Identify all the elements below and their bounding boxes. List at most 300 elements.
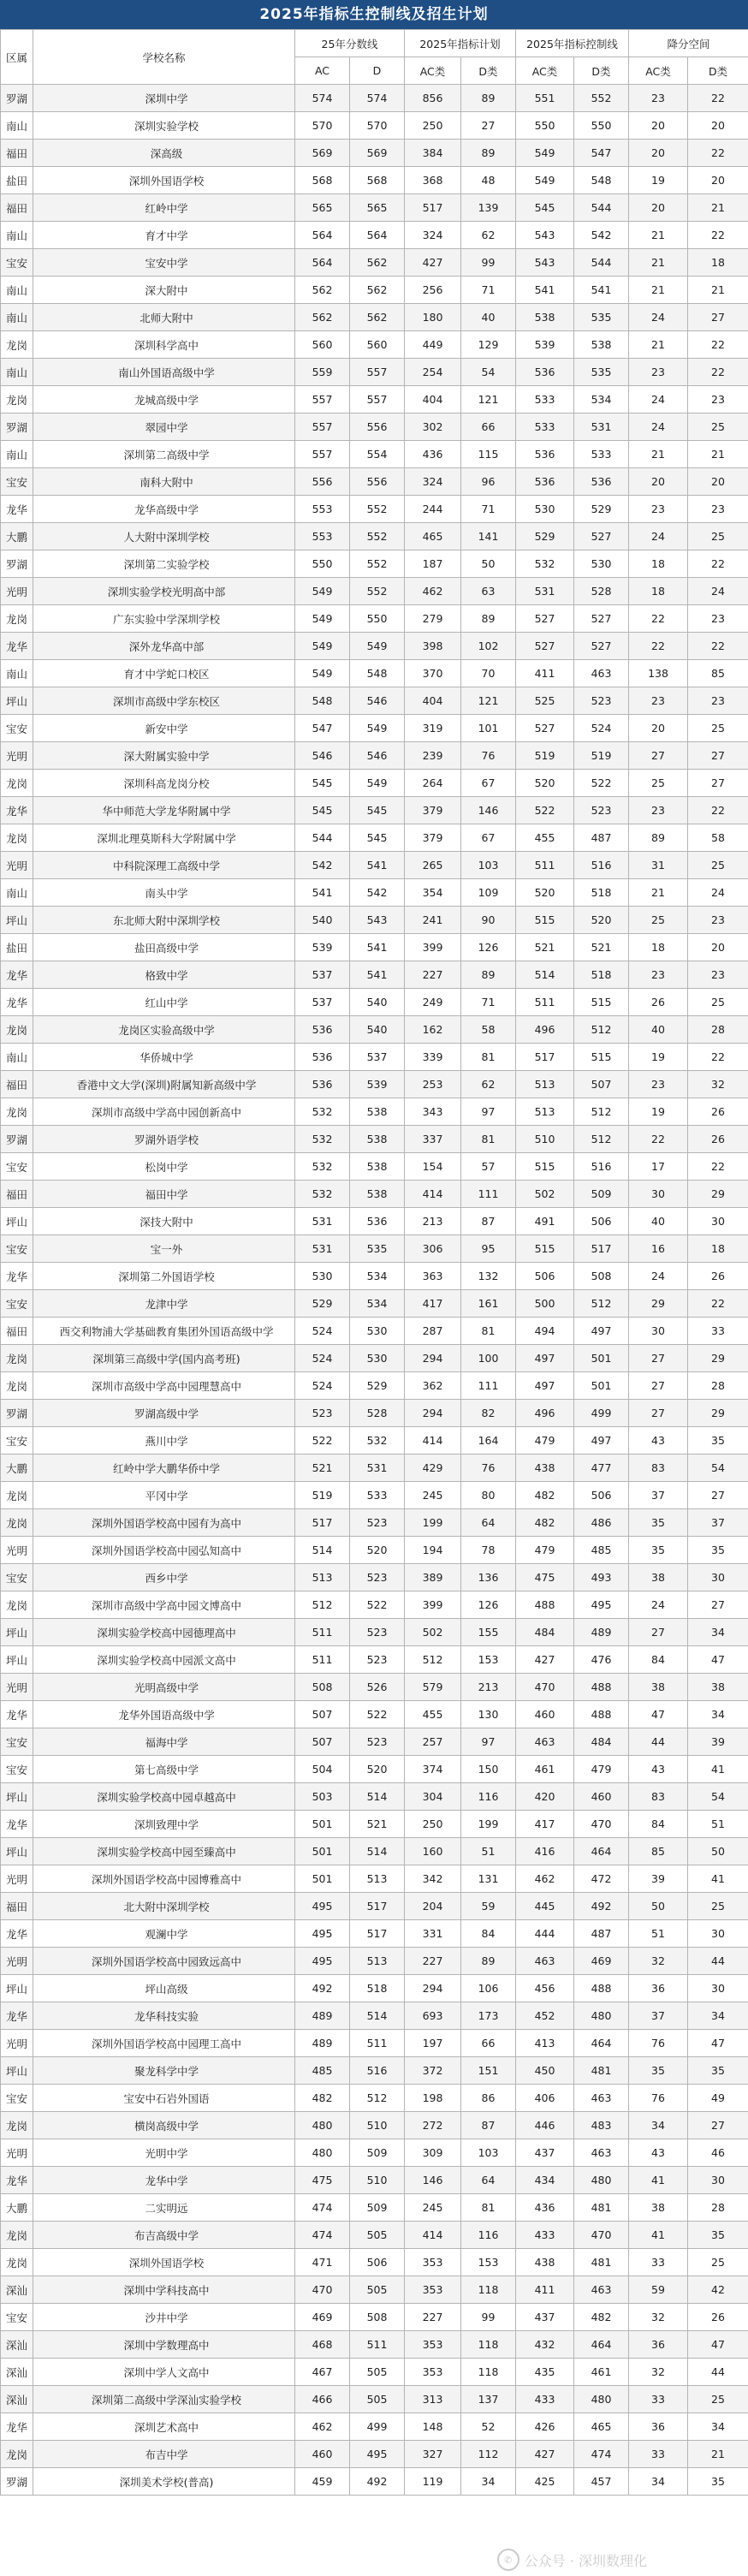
table-row <box>1 85 748 112</box>
cell-district: 盐田 <box>1 167 33 194</box>
cell-drop-ac: 24 <box>629 386 688 413</box>
table-row <box>1 523 748 550</box>
cell-plan-d: 67 <box>461 770 516 797</box>
cell-control-ac: 517 <box>516 1044 574 1071</box>
table-row <box>1 1728 748 1756</box>
cell-drop-d: 26 <box>688 2304 748 2331</box>
cell-score-ac: 471 <box>295 2249 350 2276</box>
cell-drop-d: 21 <box>688 2441 748 2468</box>
cell-score-ac: 536 <box>295 1044 350 1071</box>
cell-drop-d: 18 <box>688 249 748 277</box>
cell-district: 坪山 <box>1 1619 33 1646</box>
cell-drop-d: 27 <box>688 304 748 331</box>
cell-plan-ac: 249 <box>405 989 461 1016</box>
cell-plan-ac: 324 <box>405 222 461 249</box>
table-row <box>1 1893 748 1920</box>
cell-score-ac: 545 <box>295 797 350 824</box>
cell-control-ac: 527 <box>516 715 574 742</box>
cell-drop-d: 29 <box>688 1400 748 1427</box>
cell-drop-ac: 20 <box>629 194 688 222</box>
cell-drop-ac: 34 <box>629 2468 688 2496</box>
cell-school: 罗湖高级中学 <box>33 1400 295 1427</box>
cell-score-d: 550 <box>350 605 405 633</box>
cell-score-ac: 495 <box>295 1893 350 1920</box>
cell-control-d: 497 <box>574 1427 629 1455</box>
cell-score-ac: 524 <box>295 1345 350 1372</box>
cell-plan-ac: 462 <box>405 578 461 605</box>
table-row <box>1 550 748 578</box>
cell-drop-d: 22 <box>688 633 748 660</box>
cell-score-d: 514 <box>350 2002 405 2030</box>
cell-plan-ac: 187 <box>405 550 461 578</box>
table-row <box>1 2002 748 2030</box>
cell-control-d: 470 <box>574 2222 629 2249</box>
table-row <box>1 578 748 605</box>
header-drop-space: 降分空间 <box>629 30 748 57</box>
cell-drop-ac: 89 <box>629 824 688 852</box>
cell-drop-ac: 34 <box>629 2112 688 2139</box>
cell-score-ac: 511 <box>295 1646 350 1674</box>
cell-score-ac: 565 <box>295 194 350 222</box>
cell-district: 龙岗 <box>1 2249 33 2276</box>
cell-plan-d: 97 <box>461 1098 516 1126</box>
cell-score-ac: 564 <box>295 222 350 249</box>
cell-school: 育才中学 <box>33 222 295 249</box>
cell-control-ac: 484 <box>516 1619 574 1646</box>
cell-control-d: 492 <box>574 1893 629 1920</box>
cell-control-d: 527 <box>574 633 629 660</box>
cell-plan-ac: 244 <box>405 496 461 523</box>
table-row <box>1 1098 748 1126</box>
cell-plan-d: 71 <box>461 989 516 1016</box>
cell-school: 深圳科学高中 <box>33 331 295 359</box>
cell-plan-ac: 404 <box>405 687 461 715</box>
cell-drop-ac: 40 <box>629 1208 688 1235</box>
cell-score-d: 529 <box>350 1372 405 1400</box>
cell-school: 观澜中学 <box>33 1920 295 1948</box>
cell-plan-d: 139 <box>461 194 516 222</box>
cell-plan-ac: 414 <box>405 2222 461 2249</box>
cell-control-ac: 445 <box>516 1893 574 1920</box>
cell-control-ac: 436 <box>516 2194 574 2222</box>
cell-control-d: 497 <box>574 1318 629 1345</box>
cell-district: 龙岗 <box>1 2222 33 2249</box>
cell-drop-d: 23 <box>688 907 748 934</box>
cell-plan-ac: 302 <box>405 413 461 441</box>
cell-school: 光明中学 <box>33 2139 295 2167</box>
cell-control-ac: 475 <box>516 1564 574 1591</box>
cell-district: 南山 <box>1 879 33 907</box>
cell-school: 龙津中学 <box>33 1290 295 1318</box>
cell-school: 深圳第二实验学校 <box>33 550 295 578</box>
cell-plan-ac: 399 <box>405 934 461 961</box>
cell-control-d: 517 <box>574 1235 629 1263</box>
cell-plan-ac: 239 <box>405 742 461 770</box>
cell-control-ac: 446 <box>516 2112 574 2139</box>
cell-control-d: 476 <box>574 1646 629 1674</box>
cell-plan-d: 62 <box>461 1071 516 1098</box>
cell-score-d: 523 <box>350 1564 405 1591</box>
cell-drop-ac: 33 <box>629 2386 688 2413</box>
cell-school: 松岗中学 <box>33 1153 295 1181</box>
cell-drop-d: 23 <box>688 961 748 989</box>
cell-score-ac: 544 <box>295 824 350 852</box>
cell-score-d: 537 <box>350 1044 405 1071</box>
cell-control-ac: 425 <box>516 2468 574 2496</box>
cell-district: 南山 <box>1 304 33 331</box>
cell-plan-d: 54 <box>461 359 516 386</box>
cell-school: 深圳中学 <box>33 85 295 112</box>
table-row <box>1 852 748 879</box>
cell-score-ac: 545 <box>295 770 350 797</box>
cell-plan-d: 150 <box>461 1756 516 1783</box>
cell-plan-d: 118 <box>461 2276 516 2304</box>
cell-plan-ac: 253 <box>405 1071 461 1098</box>
cell-school: 福海中学 <box>33 1728 295 1756</box>
cell-drop-ac: 19 <box>629 1098 688 1126</box>
cell-score-d: 545 <box>350 824 405 852</box>
table-row <box>1 1811 748 1838</box>
cell-control-d: 481 <box>574 2249 629 2276</box>
cell-score-ac: 532 <box>295 1153 350 1181</box>
cell-control-ac: 530 <box>516 496 574 523</box>
cell-score-d: 508 <box>350 2304 405 2331</box>
cell-control-ac: 482 <box>516 1482 574 1509</box>
cell-district: 罗湖 <box>1 1126 33 1153</box>
cell-control-d: 479 <box>574 1756 629 1783</box>
cell-school: 北师大附中 <box>33 304 295 331</box>
cell-school: 深外龙华高中部 <box>33 633 295 660</box>
cell-plan-ac: 389 <box>405 1564 461 1591</box>
cell-score-ac: 569 <box>295 140 350 167</box>
cell-plan-d: 81 <box>461 1126 516 1153</box>
cell-drop-d: 38 <box>688 1674 748 1701</box>
cell-score-d: 523 <box>350 1619 405 1646</box>
cell-drop-d: 29 <box>688 1181 748 1208</box>
cell-plan-d: 136 <box>461 1564 516 1591</box>
cell-drop-ac: 19 <box>629 1044 688 1071</box>
table-row <box>1 222 748 249</box>
cell-score-ac: 549 <box>295 660 350 687</box>
cell-drop-ac: 17 <box>629 1153 688 1181</box>
cell-plan-d: 81 <box>461 2194 516 2222</box>
cell-plan-d: 101 <box>461 715 516 742</box>
cell-drop-d: 21 <box>688 441 748 468</box>
cell-control-d: 528 <box>574 578 629 605</box>
cell-control-d: 515 <box>574 1044 629 1071</box>
header-district: 区属 <box>1 30 33 85</box>
cell-district: 福田 <box>1 1318 33 1345</box>
cell-plan-d: 57 <box>461 1153 516 1181</box>
cell-drop-ac: 36 <box>629 2331 688 2359</box>
table-row <box>1 633 748 660</box>
cell-score-ac: 546 <box>295 742 350 770</box>
cell-control-ac: 543 <box>516 249 574 277</box>
cell-school: 深圳外国语学校 <box>33 2249 295 2276</box>
cell-control-ac: 536 <box>516 468 574 496</box>
cell-school: 深圳实验学校高中园德理高中 <box>33 1619 295 1646</box>
cell-score-d: 565 <box>350 194 405 222</box>
cell-school: 华中师范大学龙华附属中学 <box>33 797 295 824</box>
cell-drop-ac: 84 <box>629 1811 688 1838</box>
cell-school: 南山外国语高级中学 <box>33 359 295 386</box>
table-row <box>1 1920 748 1948</box>
cell-score-d: 506 <box>350 2249 405 2276</box>
cell-control-ac: 520 <box>516 879 574 907</box>
cell-drop-d: 34 <box>688 2413 748 2441</box>
cell-score-ac: 469 <box>295 2304 350 2331</box>
cell-control-ac: 533 <box>516 386 574 413</box>
cell-district: 宝安 <box>1 468 33 496</box>
cell-plan-d: 131 <box>461 1865 516 1893</box>
cell-school: 深圳科高龙岗分校 <box>33 770 295 797</box>
cell-control-ac: 511 <box>516 852 574 879</box>
cell-control-d: 522 <box>574 770 629 797</box>
cell-district: 龙华 <box>1 496 33 523</box>
cell-control-d: 535 <box>574 359 629 386</box>
table-row <box>1 468 748 496</box>
table-row <box>1 140 748 167</box>
cell-drop-d: 44 <box>688 2359 748 2386</box>
cell-control-ac: 462 <box>516 1865 574 1893</box>
cell-control-ac: 538 <box>516 304 574 331</box>
cell-drop-d: 26 <box>688 1098 748 1126</box>
table-row <box>1 1619 748 1646</box>
cell-score-ac: 532 <box>295 1126 350 1153</box>
cell-district: 罗湖 <box>1 85 33 112</box>
table-title: 2025年指标生控制线及招生计划 <box>0 0 748 29</box>
cell-control-d: 463 <box>574 2276 629 2304</box>
cell-control-d: 512 <box>574 1126 629 1153</box>
cell-score-d: 514 <box>350 1838 405 1865</box>
table-row <box>1 2112 748 2139</box>
cell-score-d: 520 <box>350 1756 405 1783</box>
cell-school: 北大附中深圳学校 <box>33 1893 295 1920</box>
cell-drop-ac: 36 <box>629 1975 688 2002</box>
cell-score-d: 552 <box>350 578 405 605</box>
cell-control-d: 518 <box>574 961 629 989</box>
cell-plan-d: 89 <box>461 605 516 633</box>
subheader-cell: D类 <box>574 57 629 85</box>
cell-control-d: 489 <box>574 1619 629 1646</box>
cell-plan-ac: 241 <box>405 907 461 934</box>
cell-control-ac: 527 <box>516 633 574 660</box>
cell-drop-ac: 24 <box>629 1263 688 1290</box>
cell-drop-ac: 83 <box>629 1455 688 1482</box>
cell-control-ac: 496 <box>516 1400 574 1427</box>
cell-plan-ac: 343 <box>405 1098 461 1126</box>
cell-control-ac: 520 <box>516 770 574 797</box>
cell-control-d: 527 <box>574 523 629 550</box>
cell-control-d: 483 <box>574 2112 629 2139</box>
cell-district: 南山 <box>1 660 33 687</box>
cell-drop-d: 20 <box>688 167 748 194</box>
cell-plan-d: 84 <box>461 1920 516 1948</box>
cell-control-ac: 488 <box>516 1591 574 1619</box>
cell-control-ac: 420 <box>516 1783 574 1811</box>
cell-score-d: 548 <box>350 660 405 687</box>
cell-control-ac: 502 <box>516 1181 574 1208</box>
cell-score-ac: 492 <box>295 1975 350 2002</box>
cell-drop-ac: 32 <box>629 2304 688 2331</box>
cell-plan-d: 87 <box>461 1208 516 1235</box>
cell-drop-ac: 43 <box>629 1427 688 1455</box>
cell-plan-d: 116 <box>461 2222 516 2249</box>
cell-control-ac: 521 <box>516 934 574 961</box>
cell-plan-ac: 254 <box>405 359 461 386</box>
cell-drop-d: 42 <box>688 2276 748 2304</box>
cell-score-d: 517 <box>350 1920 405 1948</box>
cell-school: 育才中学蛇口校区 <box>33 660 295 687</box>
cell-school: 中科院深理工高级中学 <box>33 852 295 879</box>
cell-plan-d: 153 <box>461 1646 516 1674</box>
cell-score-d: 538 <box>350 1153 405 1181</box>
cell-drop-ac: 32 <box>629 1948 688 1975</box>
table-row <box>1 331 748 359</box>
cell-control-d: 482 <box>574 2304 629 2331</box>
cell-score-ac: 489 <box>295 2002 350 2030</box>
cell-school: 深圳实验学校高中园至臻高中 <box>33 1838 295 1865</box>
cell-score-d: 495 <box>350 2441 405 2468</box>
cell-control-d: 512 <box>574 1016 629 1044</box>
cell-drop-d: 27 <box>688 1591 748 1619</box>
cell-plan-ac: 272 <box>405 2112 461 2139</box>
cell-plan-ac: 417 <box>405 1290 461 1318</box>
cell-score-ac: 522 <box>295 1427 350 1455</box>
cell-school: 平冈中学 <box>33 1482 295 1509</box>
cell-control-d: 523 <box>574 797 629 824</box>
cell-plan-d: 103 <box>461 2139 516 2167</box>
table-row <box>1 1537 748 1564</box>
cell-score-d: 549 <box>350 715 405 742</box>
cell-plan-d: 81 <box>461 1044 516 1071</box>
cell-score-ac: 562 <box>295 304 350 331</box>
cell-score-d: 522 <box>350 1591 405 1619</box>
watermark-text: 公众号 · 深圳数理化 <box>524 2552 647 2569</box>
cell-control-d: 509 <box>574 1181 629 1208</box>
cell-score-ac: 482 <box>295 2085 350 2112</box>
cell-school: 龙华中学 <box>33 2167 295 2194</box>
cell-control-ac: 549 <box>516 167 574 194</box>
cell-drop-d: 24 <box>688 879 748 907</box>
cell-score-ac: 466 <box>295 2386 350 2413</box>
table-row <box>1 907 748 934</box>
cell-school: 深圳实验学校 <box>33 112 295 140</box>
table-row <box>1 1235 748 1263</box>
table-row <box>1 2276 748 2304</box>
cell-plan-d: 173 <box>461 2002 516 2030</box>
cell-score-ac: 570 <box>295 112 350 140</box>
cell-plan-d: 70 <box>461 660 516 687</box>
cell-school: 深圳实验学校光明高中部 <box>33 578 295 605</box>
table-row <box>1 167 748 194</box>
cell-drop-ac: 23 <box>629 687 688 715</box>
cell-district: 龙华 <box>1 961 33 989</box>
cell-plan-ac: 257 <box>405 1728 461 1756</box>
cell-control-ac: 438 <box>516 1455 574 1482</box>
subheader-cell: AC <box>295 57 350 85</box>
cell-plan-d: 51 <box>461 1838 516 1865</box>
cell-school: 红岭中学大鹏华侨中学 <box>33 1455 295 1482</box>
cell-plan-d: 66 <box>461 2030 516 2057</box>
cell-district: 龙岗 <box>1 770 33 797</box>
table-row <box>1 824 748 852</box>
cell-score-d: 540 <box>350 1016 405 1044</box>
cell-district: 龙岗 <box>1 1482 33 1509</box>
cell-plan-ac: 256 <box>405 277 461 304</box>
cell-school: 格致中学 <box>33 961 295 989</box>
cell-drop-d: 22 <box>688 797 748 824</box>
table-row <box>1 1400 748 1427</box>
cell-score-ac: 511 <box>295 1619 350 1646</box>
cell-control-ac: 533 <box>516 413 574 441</box>
cell-control-d: 481 <box>574 2194 629 2222</box>
cell-drop-ac: 83 <box>629 1783 688 1811</box>
cell-drop-ac: 59 <box>629 2276 688 2304</box>
cell-score-d: 554 <box>350 441 405 468</box>
cell-district: 龙岗 <box>1 824 33 852</box>
cell-school: 深圳外国语学校高中园有为高中 <box>33 1509 295 1537</box>
cell-score-ac: 549 <box>295 578 350 605</box>
cell-drop-ac: 18 <box>629 934 688 961</box>
cell-control-d: 461 <box>574 2359 629 2386</box>
cell-school: 横岗高级中学 <box>33 2112 295 2139</box>
cell-drop-d: 35 <box>688 2468 748 2496</box>
cell-plan-ac: 465 <box>405 523 461 550</box>
cell-drop-d: 22 <box>688 1153 748 1181</box>
cell-score-ac: 474 <box>295 2222 350 2249</box>
cell-district: 龙华 <box>1 989 33 1016</box>
cell-control-ac: 513 <box>516 1098 574 1126</box>
cell-score-ac: 501 <box>295 1838 350 1865</box>
cell-control-d: 531 <box>574 413 629 441</box>
cell-drop-ac: 30 <box>629 1181 688 1208</box>
cell-drop-ac: 23 <box>629 797 688 824</box>
cell-control-d: 472 <box>574 1865 629 1893</box>
cell-control-d: 463 <box>574 2085 629 2112</box>
cell-drop-ac: 31 <box>629 852 688 879</box>
cell-district: 坪山 <box>1 2057 33 2085</box>
cell-score-d: 556 <box>350 413 405 441</box>
cell-plan-d: 199 <box>461 1811 516 1838</box>
cell-drop-d: 29 <box>688 1345 748 1372</box>
table-row <box>1 2386 748 2413</box>
cell-district: 南山 <box>1 359 33 386</box>
cell-score-ac: 550 <box>295 550 350 578</box>
cell-district: 南山 <box>1 112 33 140</box>
cell-district: 罗湖 <box>1 2468 33 2496</box>
cell-drop-ac: 33 <box>629 2249 688 2276</box>
cell-score-d: 528 <box>350 1400 405 1427</box>
cell-school: 深圳致理中学 <box>33 1811 295 1838</box>
cell-plan-d: 111 <box>461 1372 516 1400</box>
cell-control-ac: 510 <box>516 1126 574 1153</box>
cell-control-ac: 444 <box>516 1920 574 1948</box>
cell-district: 罗湖 <box>1 1400 33 1427</box>
cell-control-ac: 515 <box>516 907 574 934</box>
cell-drop-ac: 21 <box>629 277 688 304</box>
cell-score-ac: 562 <box>295 277 350 304</box>
cell-score-ac: 524 <box>295 1372 350 1400</box>
cell-score-d: 518 <box>350 1975 405 2002</box>
cell-plan-ac: 342 <box>405 1865 461 1893</box>
cell-score-ac: 553 <box>295 523 350 550</box>
cell-school: 深技大附中 <box>33 1208 295 1235</box>
cell-district: 宝安 <box>1 1427 33 1455</box>
cell-drop-d: 54 <box>688 1455 748 1482</box>
cell-drop-d: 85 <box>688 660 748 687</box>
cell-plan-d: 64 <box>461 1509 516 1537</box>
